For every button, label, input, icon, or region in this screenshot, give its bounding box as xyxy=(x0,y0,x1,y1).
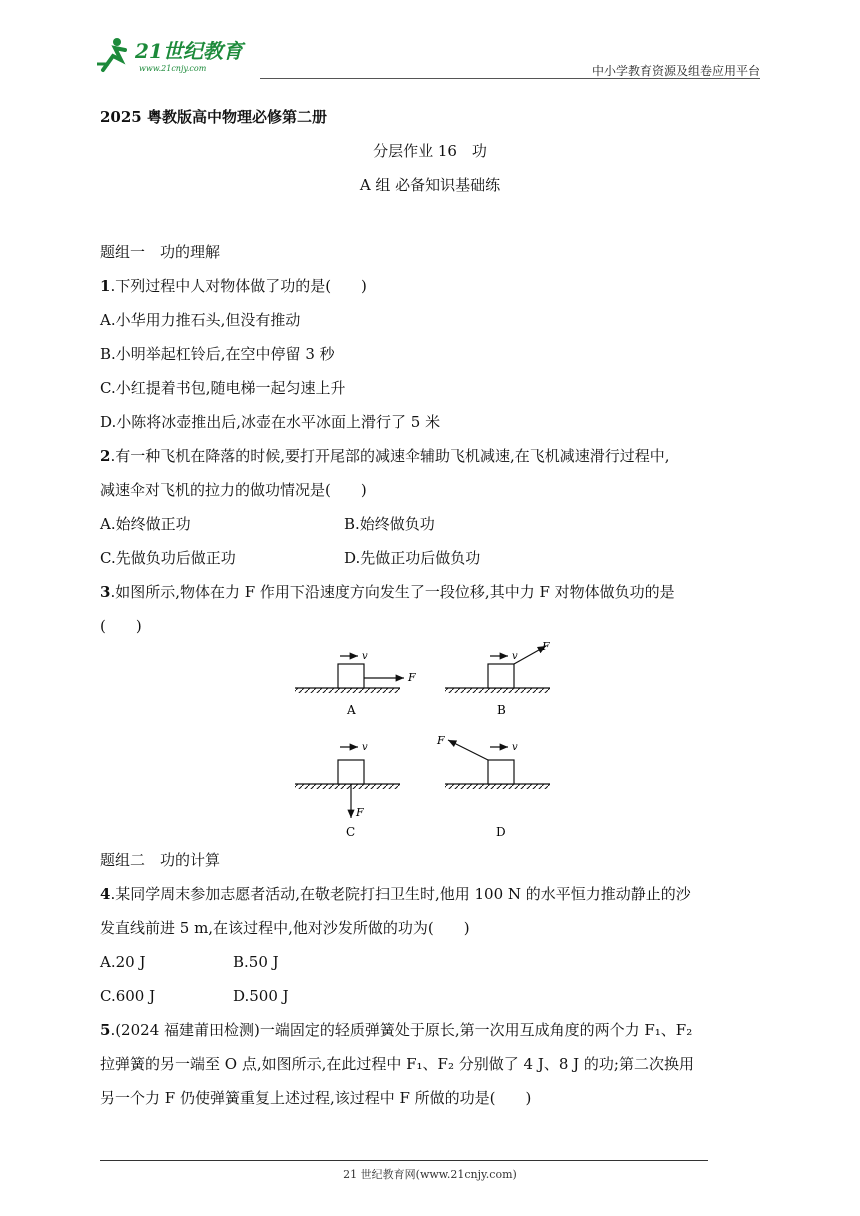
question-2-option-c: C.先做负功后做正功 xyxy=(100,549,236,567)
question-4-option-c: C.600 J xyxy=(100,987,156,1005)
question-1-option-a: A.小华用力推石头,但没有推动 xyxy=(100,311,301,329)
section-heading-1: 题组一 功的理解 xyxy=(100,243,221,261)
force-label: F xyxy=(542,640,550,653)
question-text: .(2024 福建莆田检测)一端固定的轻质弹簧处于原长,第一次用互成角度的两个力 F₁、F₂ xyxy=(110,1021,693,1039)
question-2-option-a: A.始终做正功 xyxy=(100,515,191,533)
question-5-stem-line3: 另一个力 F 仍使弹簧重复上述过程,该过程中 F 所做的功是( ) xyxy=(100,1089,532,1107)
velocity-label: v xyxy=(362,651,368,662)
panel-d xyxy=(436,734,550,839)
panel-a xyxy=(295,651,416,717)
footer-divider xyxy=(100,1160,708,1161)
logo-url: www.21cnjy.com xyxy=(139,64,207,73)
page-footer: 21 世纪教育网(www.21cnjy.com) xyxy=(343,1168,517,1181)
question-3-stem-line2: ( ) xyxy=(100,617,142,635)
question-text: .某同学周末参加志愿者活动,在敬老院打扫卫生时,他用 100 N 的水平恒力推动静止的沙 xyxy=(110,885,691,903)
question-1-option-d: D.小陈将冰壶推出后,冰壶在水平冰面上滑行了 5 米 xyxy=(100,413,441,431)
question-3-stem-line1 xyxy=(100,582,675,602)
question-number: 2 xyxy=(100,447,111,465)
velocity-label: v xyxy=(512,742,518,753)
question-5-stem-line2: 拉弹簧的另一端至 O 点,如图所示,在此过程中 F₁、F₂ 分别做了 4 J、8 J 的功;第二次换用 xyxy=(100,1055,694,1073)
panel-label-d: D xyxy=(496,825,506,839)
question-5-stem-line1 xyxy=(100,1020,692,1040)
force-diagram-figure xyxy=(290,636,550,844)
panel-b xyxy=(445,640,550,717)
series-title: 2025 粤教版高中物理必修第二册 xyxy=(100,108,327,126)
force-arrow xyxy=(448,740,488,760)
question-4-stem-line2: 发直线前进 5 m,在该过程中,他对沙发所做的功为( ) xyxy=(100,919,470,937)
question-4-option-b: B.50 J xyxy=(233,953,279,971)
header-divider xyxy=(260,78,760,79)
question-2-option-b: B.始终做负功 xyxy=(344,515,435,533)
header-slogan: 中小学教育资源及组卷应用平台 xyxy=(591,64,760,78)
question-number: 3 xyxy=(100,583,111,601)
question-number: 5 xyxy=(100,1021,111,1039)
block xyxy=(488,664,514,688)
velocity-label: v xyxy=(512,651,518,662)
block xyxy=(338,760,364,784)
question-1-option-c: C.小红提着书包,随电梯一起匀速上升 xyxy=(100,379,346,397)
force-label: F xyxy=(437,734,445,747)
page-header xyxy=(95,30,760,78)
site-logo xyxy=(95,34,265,76)
panel-label-a: A xyxy=(347,703,356,717)
question-2-stem-line1 xyxy=(100,446,670,466)
question-1-option-b: B.小明举起杠铃后,在空中停留 3 秒 xyxy=(100,345,335,363)
question-4-option-a: A.20 J xyxy=(100,953,146,971)
block xyxy=(488,760,514,784)
question-number: 1 xyxy=(100,277,111,295)
panel-c xyxy=(295,742,400,839)
section-heading-2: 题组二 功的计算 xyxy=(100,851,221,869)
question-2-stem-line2: 减速伞对飞机的拉力的做功情况是( ) xyxy=(100,481,367,499)
question-text: .下列过程中人对物体做了功的是( ) xyxy=(110,277,367,295)
page-title: 分层作业 16 功 xyxy=(373,142,487,160)
question-text: .如图所示,物体在力 F 作用下沿速度方向发生了一段位移,其中力 F 对物体做负功的是 xyxy=(110,583,675,601)
block xyxy=(338,664,364,688)
force-label: F xyxy=(356,806,364,819)
force-label: F xyxy=(408,671,416,684)
question-1-stem xyxy=(100,276,367,296)
page-subtitle: A 组 必备知识基础练 xyxy=(359,176,501,194)
logo-text: 21世纪教育 xyxy=(135,39,243,63)
question-text: .有一种飞机在降落的时候,要打开尾部的减速伞辅助飞机减速,在飞机减速滑行过程中, xyxy=(110,447,670,465)
question-4-option-d: D.500 J xyxy=(233,987,289,1005)
question-4-stem-line1 xyxy=(100,884,691,904)
panel-label-c: C xyxy=(346,825,356,839)
panel-label-b: B xyxy=(497,703,506,717)
question-2-option-d: D.先做正功后做负功 xyxy=(344,549,481,567)
velocity-label: v xyxy=(362,742,368,753)
question-number: 4 xyxy=(100,885,111,903)
